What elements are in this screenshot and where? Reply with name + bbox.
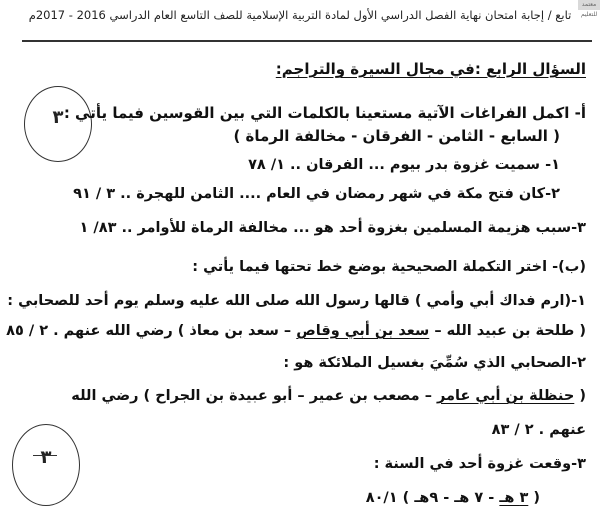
score-circle-a bbox=[24, 86, 92, 162]
q3-correct-answer: ٣ هـ bbox=[499, 490, 529, 506]
score-mark-bar bbox=[33, 455, 57, 456]
part-b-q1: ١-(ارم فداك أبي وأمي ) قالها رسول الله صلى الله عليه وسلم يوم أحد للصحابي : bbox=[7, 293, 586, 309]
q2-options-open: ( bbox=[579, 388, 586, 404]
part-b-instruction: (ب)- اختر التكملة الصحيحية بوضع خط تحتها فيما يأتي : bbox=[192, 259, 586, 275]
part-b-q2-continuation: عنهم . ٢ / ٨٣ bbox=[491, 422, 586, 438]
score-mark-a: ٣ bbox=[52, 107, 64, 128]
question-title: السؤال الرابع :في مجال السيرة والتراجم: bbox=[275, 60, 586, 78]
q2-correct-answer: حنظلة بن أبي عامر bbox=[437, 388, 575, 404]
q1-options-close: – سعد بن معاذ ) رضي الله عنهم . ٢ / ٨٥ bbox=[6, 323, 292, 339]
corner-stamp: معتمد للتعليم bbox=[578, 0, 600, 10]
part-b-q2-options bbox=[71, 388, 586, 404]
part-a-item-3: ٣-سبب هزيمة المسلمين بغزوة أحد هو ... مخالفة الرماة للأوامر .. ٨٣/ ١ bbox=[79, 220, 586, 236]
q1-correct-answer: سعد بن أبي وقاص bbox=[296, 323, 430, 339]
part-b-q2: ٢-الصحابي الذي سُمِّيَ بغسيل الملائكة هو : bbox=[283, 355, 586, 371]
part-b-q3: ٣-وقعت غزوة أحد في السنة : bbox=[373, 456, 586, 472]
q1-options-open: ( طلحة بن عبيد الله – bbox=[434, 323, 586, 339]
score-mark-b: ٣ bbox=[40, 447, 52, 468]
part-b-q1-options bbox=[6, 323, 586, 339]
score-circle-b bbox=[12, 424, 80, 506]
part-a-item-2: ٢-كان فتح مكة في شهر رمضان في العام .... الثامن للهجرة .. ٣ / ٩١ bbox=[73, 186, 560, 202]
page-header: تابع / إجابة امتحان نهاية الفصل الدراسي الأول لمادة التربية الإسلامية للصف التاسع العام الدراسي 2016 - 2017م bbox=[28, 8, 572, 22]
part-a-instruction: أ- اكمل الفراغات الآتية مستعينا بالكلمات التي بين القوسين فيما يأتي : bbox=[63, 104, 586, 122]
q2-options-close: – مصعب بن عمير – أبو عبيدة بن الجراح ) رضي الله bbox=[71, 388, 432, 404]
part-b-q3-options bbox=[366, 490, 540, 506]
header-divider bbox=[22, 40, 592, 42]
q3-options-open: ( bbox=[533, 490, 540, 506]
part-a-options: ( السابع - الثامن - الفرقان - مخالفة الرماة ) bbox=[233, 127, 560, 145]
part-a-item-1: ١- سميت غزوة بدر بيوم ... الفرقان .. ١/ ٧٨ bbox=[248, 157, 560, 173]
q3-options-close: - ٧ هـ - ٩هـ ) ٨٠/١ bbox=[365, 490, 495, 506]
